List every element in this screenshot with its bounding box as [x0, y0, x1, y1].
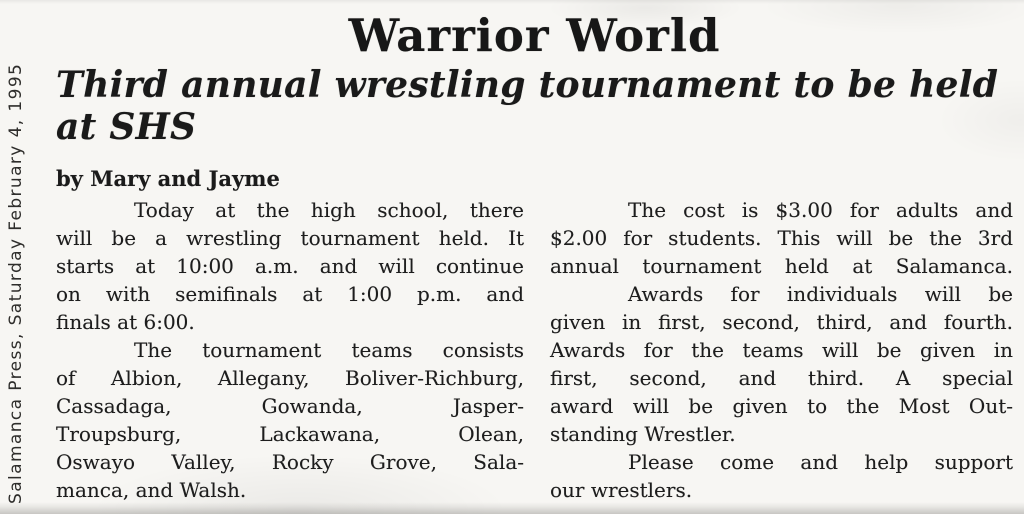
article-column-left — [56, 196, 524, 504]
article-line: our wrestlers. — [550, 478, 693, 502]
article-line: The tournament teams consists — [134, 338, 524, 362]
article-line: Oswayo Valley, Rocky Grove, Sala- — [56, 450, 524, 474]
article-line: Troupsburg, Lackawana, Olean, — [56, 422, 524, 446]
masthead-title: Warrior World — [348, 9, 721, 62]
article-line: The cost is $3.00 for adults and — [628, 198, 1013, 222]
article-column-right — [550, 196, 1013, 504]
paragraph — [56, 196, 524, 336]
article-line: given in first, second, third, and fourth. — [550, 310, 1013, 334]
article-line: on with semifinals at 1:00 p.m. and — [56, 282, 524, 306]
article-line: Awards for the teams will be given in — [550, 338, 1013, 362]
article-line: standing Wrestler. — [550, 422, 736, 446]
byline: by Mary and Jayme — [56, 166, 280, 191]
paragraph — [550, 280, 1013, 448]
article-line: Awards for individuals will be — [628, 282, 1013, 306]
newspaper-credit-vertical-text: Salamanca Press, Saturday February 4, 1995 — [6, 62, 26, 504]
article-line: finals at 6:00. — [56, 310, 195, 334]
article-line: $2.00 for students. This will be the 3rd — [550, 226, 1013, 250]
article-line: award will be given to the Most Out- — [550, 394, 1013, 418]
article-line: annual tournament held at Salamanca. — [550, 254, 1013, 278]
article-line: first, second, and third. A special — [550, 366, 1013, 390]
article-columns — [56, 196, 1013, 504]
article-line: manca, and Walsh. — [56, 478, 247, 502]
article-headline — [56, 64, 1013, 148]
article-line: starts at 10:00 a.m. and will continue — [56, 254, 524, 278]
article-line: Today at the high school, there — [134, 198, 524, 222]
article-line: will be a wrestling tournament held. It — [56, 226, 524, 250]
headline-line-2: at SHS — [56, 106, 197, 148]
headline-line-1: Third annual wrestling tournament to be held — [56, 64, 999, 106]
paragraph — [550, 448, 1013, 504]
paragraph — [56, 336, 524, 504]
article-line: Cassadaga, Gowanda, Jasper- — [56, 394, 524, 418]
newspaper-credit-strip — [6, 0, 42, 514]
paragraph — [550, 196, 1013, 280]
article-line: of Albion, Allegany, Boliver-Richburg, — [56, 366, 524, 390]
article-line: Please come and help support — [628, 450, 1013, 474]
